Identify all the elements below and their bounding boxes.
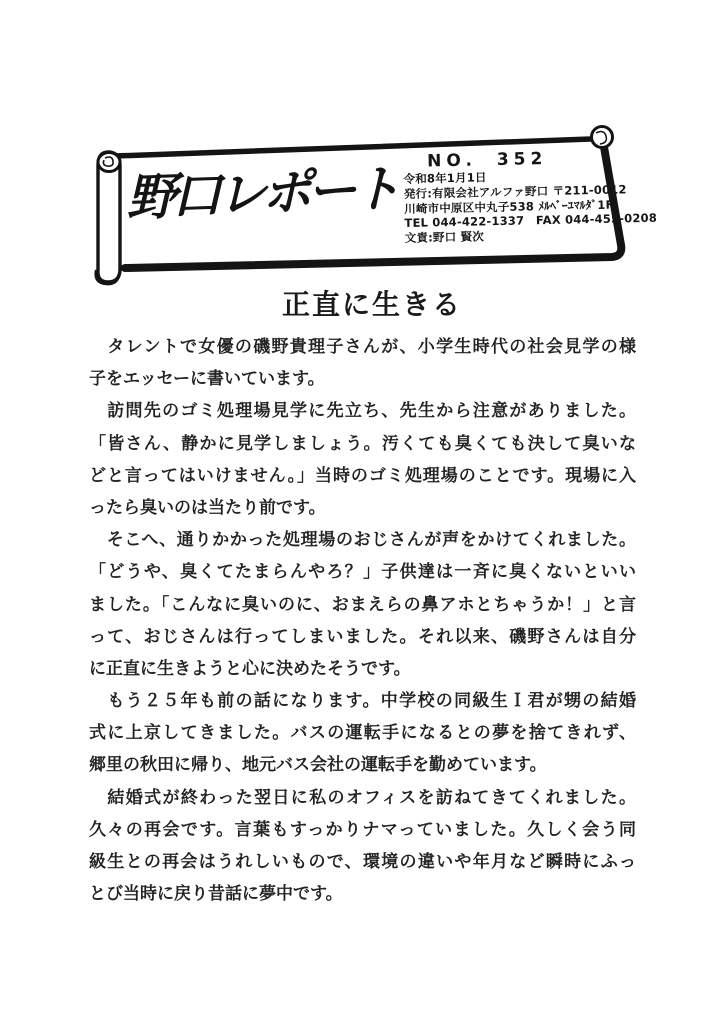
article-line: とび当時に戻り昔話に夢中です。 <box>89 884 343 905</box>
article-line: って、おじさんは行ってしまいました。それ以来、磯野さんは自分 <box>89 626 636 647</box>
article-line: に正直に生きようと心に決めたそうです。 <box>89 658 411 679</box>
issue-date: 令和8年1月1日 <box>403 170 487 186</box>
article-line: どと言ってはいけません。」当時のゴミ処理場のことです。現場に入 <box>89 465 636 486</box>
article-line: 結婚式が終わった翌日に私のオフィスを訪ねてきてくれました。 <box>89 787 636 808</box>
publisher-line: 発行:有限会社アルファ野口 〒211-0012 <box>403 182 627 201</box>
article-line: もう２５年も前の話になります。中学校の同級生Ｉ君が甥の結婚 <box>89 691 636 712</box>
article-line: 子をエッセーに書いています。 <box>89 369 325 390</box>
article-line: ました。「こんなに臭いのに、おまえらの鼻アホとちゃうか！」と言 <box>89 594 636 615</box>
masthead-banner <box>85 123 658 295</box>
article-line: そこへ、通りかかった処理場のおじさんが声をかけてくれました。 <box>89 530 636 551</box>
article-line: タレントで女優の磯野貴理子さんが、小学生時代の社会見学の様 <box>89 337 636 357</box>
article-line: 郷里の秋田に帰り、地元バス会社の運転手を勤めています。 <box>89 755 547 776</box>
article-line: 「皆さん、静かに見学しましょう。汚くても臭くても決して臭いな <box>89 433 636 454</box>
article-line: 訪問先のゴミ処理場見学に先立ち、先生から注意がありました。 <box>89 401 636 422</box>
article-line: 級生との再会はうれしいもので、環境の違いや年月など瞬時にふっ <box>89 852 636 872</box>
article-line: ったら臭いのは当たり前です。 <box>89 497 326 518</box>
address-line: 川崎市中原区中丸子538 ﾒﾙﾍﾞｰﾕﾏﾙﾀﾞ1F <box>404 197 614 216</box>
newsletter-title: 野口レポート <box>124 159 408 228</box>
scroll-roll-left-end <box>98 153 120 172</box>
issue-number: NO. 352 <box>426 148 548 172</box>
article-line: 「どうや、臭くてたまらんやろ？」子供達は一斉に臭くないといい <box>89 562 636 583</box>
phone-fax-line: TEL 044-422-1337 FAX 044-455-0208 <box>404 211 658 231</box>
article-title: 正直に生きる <box>281 288 462 321</box>
article-body <box>89 331 636 910</box>
article-line: 久々の再会です。言葉もすっかりナマっていました。久しく会う同 <box>89 819 636 840</box>
masthead-info-block <box>403 148 658 246</box>
article-line: 式に上京してきました。バスの運転手になるとの夢を捨てきれず、 <box>89 723 636 744</box>
editor-line: 文責:野口 賢次 <box>404 229 485 246</box>
